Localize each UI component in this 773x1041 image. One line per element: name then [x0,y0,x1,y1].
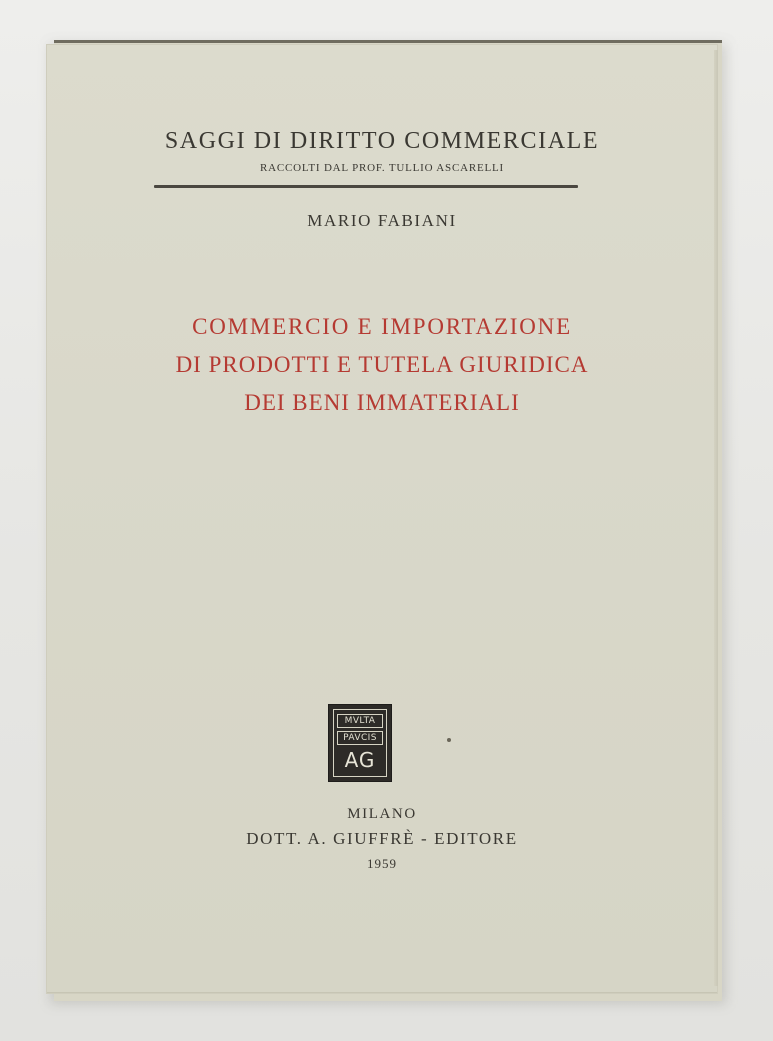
series-title: SAGGI DI DIRITTO COMMERCIALE [164,128,600,154]
paper-speck [447,738,451,742]
publisher-logo-initials: AG [344,748,376,772]
book-title-line-2: DI PRODOTTI E TUTELA GIURIDICA [175,352,589,377]
publication-year: 1959 [367,856,397,871]
publisher-logo-motto-2: PAVCIS [337,731,383,745]
series-divider [154,185,578,188]
publisher-name: DOTT. A. GIUFFRÈ - EDITORE [246,829,518,848]
book-title-line-1: COMMERCIO E IMPORTAZIONE [192,314,572,339]
publication-city: MILANO [347,806,417,822]
publisher-logo-frame [333,709,387,777]
publisher-logo-motto-1: MVLTA [337,714,383,728]
series-editor: RACCOLTI DAL PROF. TULLIO ASCARELLI [260,162,504,174]
publisher-logo [328,704,392,782]
book-title-line-3: DEI BENI IMMATERIALI [244,390,520,415]
author-name: MARIO FABIANI [307,211,457,230]
book-cover [46,44,718,994]
